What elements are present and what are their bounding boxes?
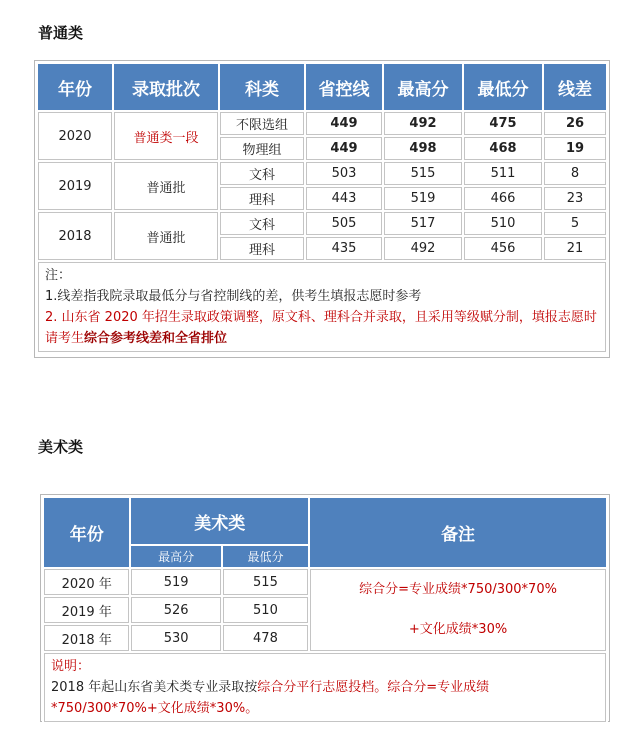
row-year: 2019 [38, 162, 112, 210]
row-batch: 普通类一段 [114, 112, 218, 160]
notes-row [44, 653, 606, 722]
row-category: 物理组 [220, 137, 304, 160]
row-min-score: 510 [223, 597, 308, 623]
header-year: 年份 [44, 498, 129, 567]
row-diff: 26 [544, 112, 606, 135]
row-category: 不限选组 [220, 112, 304, 135]
row-diff: 19 [544, 137, 606, 160]
row-min-score: 478 [223, 625, 308, 651]
notes-label: 注： [45, 268, 72, 283]
row-category: 理科 [220, 187, 304, 210]
notes-line-2 [45, 307, 599, 349]
notes-label: 说明： [51, 659, 91, 674]
header-max-score: 最高分 [384, 64, 462, 110]
row-max-score: 519 [384, 187, 462, 210]
row-year: 2019 年 [44, 597, 129, 623]
row-category: 文科 [220, 212, 304, 235]
general-admission-table-frame [34, 60, 610, 358]
row-control-line: 449 [306, 137, 382, 160]
row-max-score: 492 [384, 237, 462, 260]
notes-line-1: 1.线差指我院录取最低分与省控制线的差，供考生填报志愿时参考 [45, 289, 422, 304]
section-title-art: 美术类 [38, 438, 84, 456]
row-batch: 普通批 [114, 162, 218, 210]
row-year: 2020 年 [44, 569, 129, 595]
notes-line-2-emphasis: 综合参考线差和全省排位 [84, 331, 228, 346]
row-diff: 23 [544, 187, 606, 210]
table-row [38, 162, 606, 185]
notes-text [51, 677, 599, 719]
notes-text-plain: 2018 年起山东省美术类专业录取按 [51, 680, 258, 695]
row-batch: 普通批 [114, 212, 218, 260]
row-min-score: 466 [464, 187, 542, 210]
row-max-score: 517 [384, 212, 462, 235]
row-control-line: 443 [306, 187, 382, 210]
row-diff: 21 [544, 237, 606, 260]
header-remark: 备注 [310, 498, 606, 567]
table-row [44, 569, 606, 595]
row-min-score: 515 [223, 569, 308, 595]
row-diff: 8 [544, 162, 606, 185]
row-category: 理科 [220, 237, 304, 260]
remark-line-2: +文化成绩*30% [408, 622, 508, 637]
row-max-score: 519 [131, 569, 220, 595]
row-min-score: 475 [464, 112, 542, 135]
row-min-score: 468 [464, 137, 542, 160]
row-min-score: 511 [464, 162, 542, 185]
notes-line-2-text: 2. 山东省 2020 年招生录取政策调整，原文科、理科合并录取，且采用等级赋分制，填报志愿时请考生 [45, 310, 597, 346]
row-year: 2018 [38, 212, 112, 260]
table-row [38, 112, 606, 135]
subheader-max-score: 最高分 [131, 546, 220, 567]
table-header-row [38, 64, 606, 110]
header-control-line: 省控线 [306, 64, 382, 110]
row-control-line: 505 [306, 212, 382, 235]
art-admission-table-frame [40, 494, 610, 722]
remark-cell [310, 569, 606, 651]
row-diff: 5 [544, 212, 606, 235]
row-category: 文科 [220, 162, 304, 185]
art-admission-table [42, 496, 608, 724]
row-control-line: 503 [306, 162, 382, 185]
row-min-score: 510 [464, 212, 542, 235]
subheader-min-score: 最低分 [223, 546, 308, 567]
notes-cell [44, 653, 606, 722]
header-min-score: 最低分 [464, 64, 542, 110]
header-category: 科类 [220, 64, 304, 110]
row-max-score: 498 [384, 137, 462, 160]
row-control-line: 449 [306, 112, 382, 135]
header-year: 年份 [38, 64, 112, 110]
header-diff: 线差 [544, 64, 606, 110]
row-min-score: 456 [464, 237, 542, 260]
row-max-score: 530 [131, 625, 220, 651]
header-batch: 录取批次 [114, 64, 218, 110]
header-art-group: 美术类 [131, 498, 308, 544]
section-title-general: 普通类 [38, 24, 84, 42]
row-max-score: 515 [384, 162, 462, 185]
row-max-score: 492 [384, 112, 462, 135]
row-max-score: 526 [131, 597, 220, 623]
table-header-row [44, 498, 606, 544]
notes-cell [38, 262, 606, 352]
row-year: 2018 年 [44, 625, 129, 651]
notes-text-emphasis: 综合分平行志愿投档。综合分=专业成绩*750/300*70%+文化成绩*30%。 [51, 680, 490, 716]
general-admission-table [36, 62, 608, 354]
table-row [38, 212, 606, 235]
row-control-line: 435 [306, 237, 382, 260]
remark-line-1: 综合分=专业成绩*750/300*70% [359, 582, 557, 597]
row-year: 2020 [38, 112, 112, 160]
notes-row [38, 262, 606, 352]
